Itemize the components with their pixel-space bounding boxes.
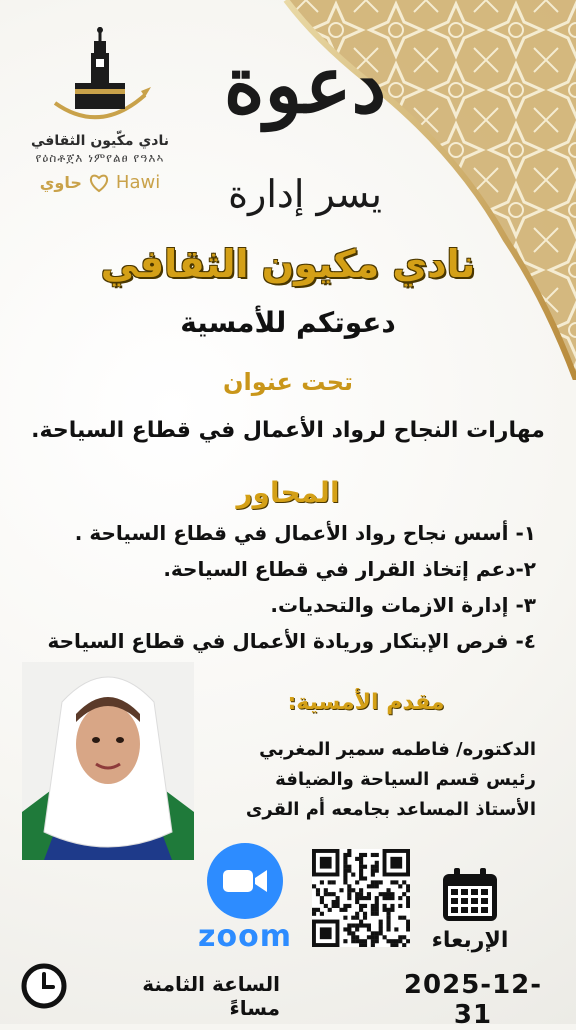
qr-code-icon[interactable] xyxy=(312,849,410,947)
club-logo xyxy=(30,25,170,215)
axes-list xyxy=(36,515,536,659)
axes-item: ١- أسس نجاح رواد الأعمال في قطاع السياحة . xyxy=(74,521,536,545)
club-name-heading: نادي مكيون الثقافي xyxy=(100,242,476,286)
weekday-label: الإربعاء xyxy=(431,928,509,953)
axes-item: ٢-دعم إتخاذ القرار في قطاع السياحة. xyxy=(163,557,536,581)
axes-item: ٤- فرص الإبتكار وريادة الأعمال في قطاع السياحة xyxy=(47,629,536,653)
pleased-text: يسر إدارة xyxy=(228,172,382,216)
event-date: 2025-12-31 xyxy=(403,970,543,1030)
kaaba-logo-icon xyxy=(45,25,155,135)
under-title-label: تحت عنوان xyxy=(222,368,354,396)
clock-icon xyxy=(20,962,68,1010)
hawi-arabic: حاوي xyxy=(39,173,82,192)
axes-title: المحاور xyxy=(236,476,340,509)
heart-icon xyxy=(88,173,110,193)
event-time: الساعة الثامنة مساءً xyxy=(142,972,280,1020)
hawi-english: Hawi xyxy=(115,172,161,193)
presenter-name: الدكتوره/ فاطمه سمير المغربي xyxy=(259,739,536,760)
presenter-label: مقدم الأمسية: xyxy=(287,690,445,715)
presenter-role: رئيس قسم السياحة والضيافة xyxy=(275,769,536,790)
invites-text: دعوتكم للأمسية xyxy=(180,306,396,339)
presenter-role: الأستاذ المساعد بجامعه أم القرى xyxy=(245,799,536,820)
presenter-info xyxy=(206,735,536,825)
calendar-icon xyxy=(440,866,500,924)
logo-ethiopic-name: የዕስቶጀእ ነምየልፀ የዓእኣ xyxy=(35,151,165,165)
presenter-photo xyxy=(22,662,194,860)
axes-item: ٣- إدارة الازمات والتحديات. xyxy=(270,593,536,617)
hawi-brand xyxy=(30,172,170,193)
invitation-title: دعوة xyxy=(223,40,387,131)
logo-club-name: نادي مكّيون الثقافي xyxy=(31,133,169,149)
zoom-camera-icon xyxy=(207,843,283,919)
topic-text: مهارات النجاح لرواد الأعمال في قطاع السياحة. xyxy=(31,418,545,443)
zoom-word: zoom xyxy=(198,919,292,954)
zoom-logo[interactable] xyxy=(188,843,302,954)
